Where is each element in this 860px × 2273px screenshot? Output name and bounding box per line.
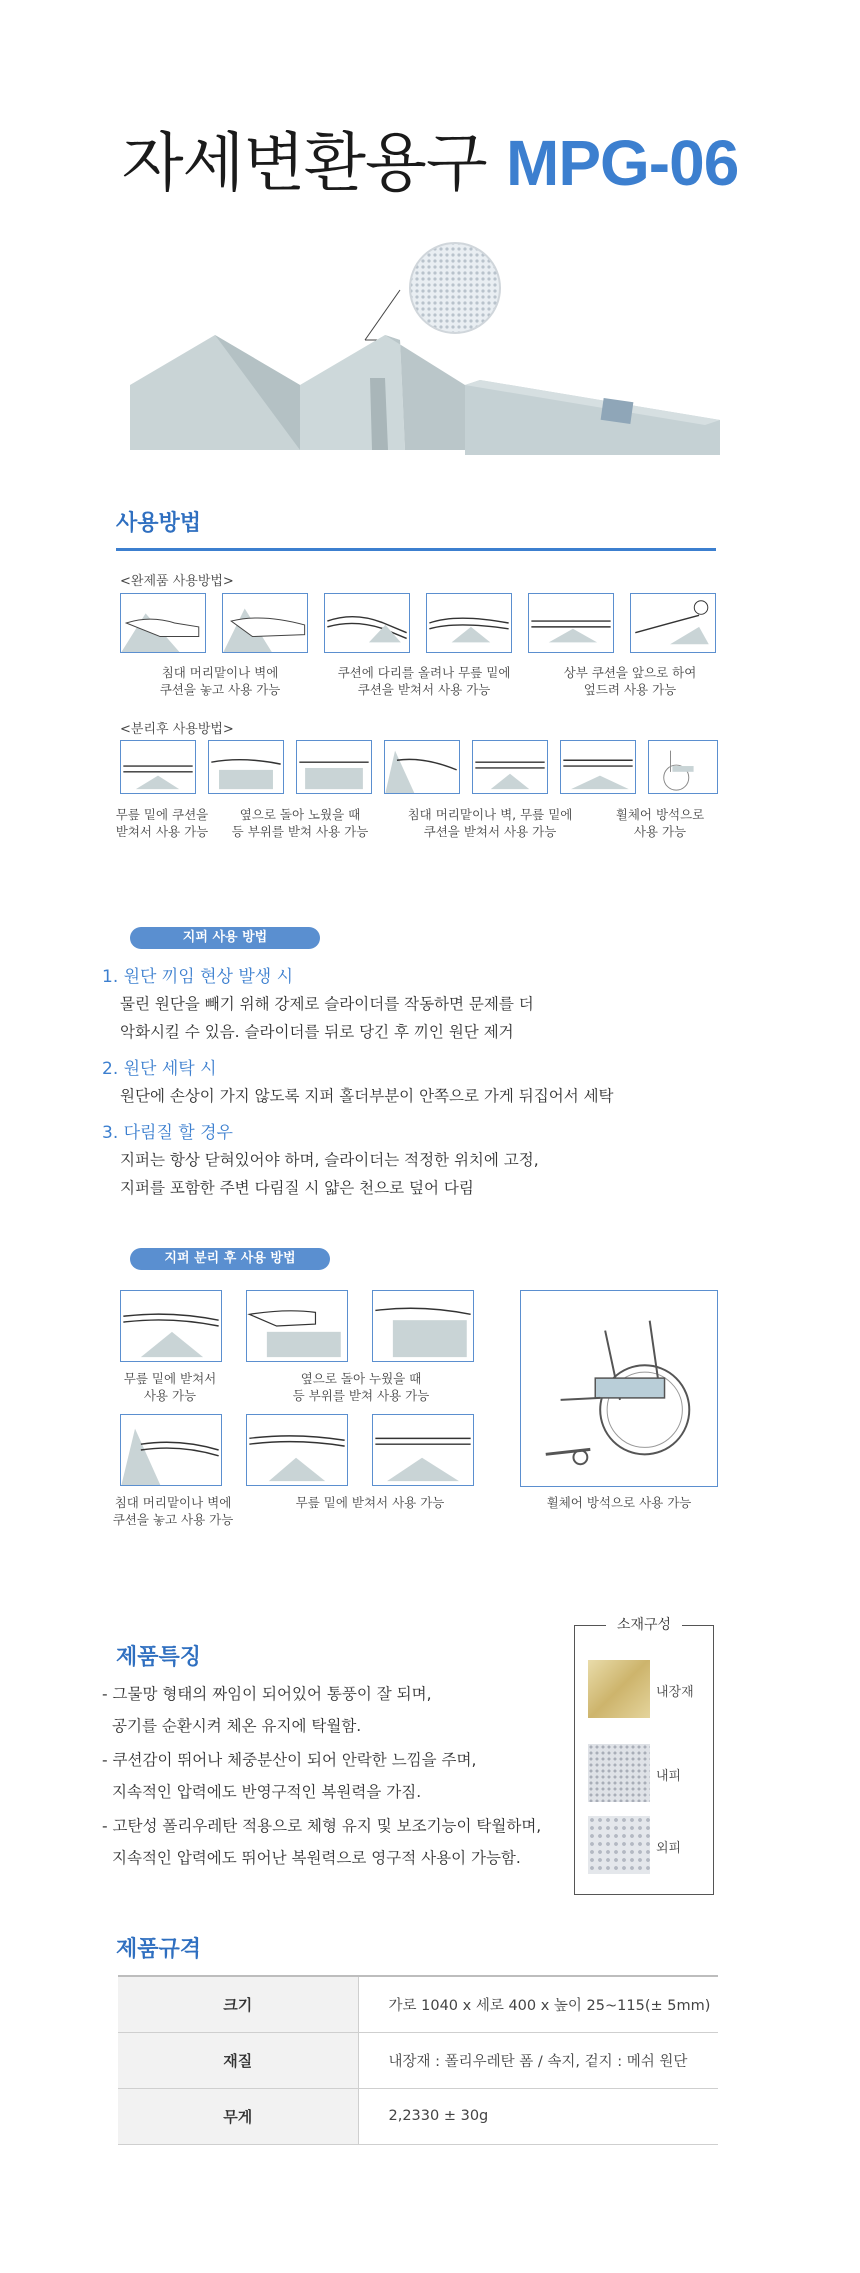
after-image-side: [246, 1290, 348, 1362]
swatch-inner-label: 내장재: [656, 1685, 694, 1700]
usage-divider: [116, 548, 716, 551]
usage-image-complete-1: [120, 593, 206, 653]
complete-caption-3: 상부 쿠션을 앞으로 하여 엎드려 사용 가능: [563, 665, 697, 697]
complete-caption-1: 침대 머리맡이나 벽에 쿠션을 놓고 사용 가능: [159, 665, 281, 697]
usage-image-complete-5: [528, 593, 614, 653]
after-caption-wheel: 휠체어 방석으로 사용 가능: [546, 1495, 692, 1510]
title-model: MPG-06: [506, 127, 739, 199]
spec-key: 크기: [118, 1976, 358, 2032]
after-caption-head: 침대 머리맡이나 벽에 쿠션을 놓고 사용 가능: [112, 1495, 234, 1527]
swatch-lining: [588, 1744, 650, 1802]
usage-image-separated-4: [384, 740, 460, 794]
spec-value: 가로 1040 x 세로 400 x 높이 25~115(± 5mm): [358, 1976, 718, 2032]
product-image: [120, 240, 740, 480]
spec-key: 무게: [118, 2088, 358, 2144]
feature-line-1: - 그물망 형태의 짜임이 되어있어 통풍이 잘 되며,: [102, 1685, 432, 1703]
after-caption-knee2: 무릎 밑에 받쳐서 사용 가능: [295, 1495, 445, 1510]
after-caption-side: 옆으로 돌아 누웠을 때 등 부위를 받쳐 사용 가능: [292, 1371, 430, 1403]
after-image-knee-2: [246, 1414, 348, 1486]
feature-line-6: 지속적인 압력에도 뛰어난 복원력으로 영구적 사용이 가능함.: [112, 1849, 521, 1867]
usage-image-complete-4: [426, 593, 512, 653]
separated-caption-4: 휠체어 방석으로 사용 가능: [615, 807, 705, 839]
zipper-item-2-head: 2. 원단 세탁 시: [102, 1059, 217, 1079]
zipper-item-3-line-1: 지퍼는 항상 닫혀있어야 하며, 슬라이더는 적정한 위치에 고정,: [120, 1151, 539, 1169]
spec-value: 2,2330 ± 30g: [358, 2088, 718, 2144]
materials-title: 소재구성: [606, 1614, 682, 1634]
separated-caption-2: 옆으로 돌아 노웠을 때 등 부위를 받쳐 사용 가능: [231, 807, 369, 839]
table-row: [118, 2032, 718, 2088]
page-title: [0, 112, 860, 204]
zipper-item-1-line-1: 물린 원단을 빼기 위해 강제로 슬라이더를 작동하면 문제를 더: [120, 995, 534, 1013]
zipper-item-1-line-2: 악화시킬 수 있음. 슬라이더를 뒤로 당긴 후 끼인 원단 제거: [120, 1023, 514, 1041]
swatch-inner: [588, 1660, 650, 1718]
usage-image-separated-2: [208, 740, 284, 794]
usage-image-separated-1: [120, 740, 196, 794]
after-image-knee-3: [372, 1414, 474, 1486]
swatch-outer: [588, 1816, 650, 1874]
table-row: [118, 1976, 718, 2032]
zipper-item-1-head: 1. 원단 끼임 현상 발생 시: [102, 967, 294, 987]
complete-caption-2: 쿠션에 다리를 올려나 무릎 밑에 쿠션을 받쳐서 사용 가능: [337, 665, 511, 697]
spec-value: 내장재 : 폴리우레탄 폼 / 속지, 겉지 : 메쉬 원단: [358, 2032, 718, 2088]
after-image-back: [372, 1290, 474, 1362]
feature-line-5: - 고탄성 폴리우레탄 적용으로 체형 유지 및 보조기능이 탁월하며,: [102, 1817, 542, 1835]
after-image-head: [120, 1414, 222, 1486]
usage-image-separated-7: [648, 740, 718, 794]
usage-image-complete-2: [222, 593, 308, 653]
features-heading: 제품특징: [116, 1645, 202, 1670]
after-image-wheelchair: [520, 1290, 718, 1487]
usage-image-complete-3: [324, 593, 410, 653]
after-caption-knee: 무릎 밑에 받쳐서 사용 가능: [123, 1371, 217, 1403]
complete-usage-label: <완제품 사용방법>: [120, 574, 234, 589]
spec-table: [118, 1975, 718, 2145]
usage-image-complete-6: [630, 593, 716, 653]
zipper-item-3-head: 3. 다림질 할 경우: [102, 1123, 233, 1143]
after-separation-pill: 지퍼 분리 후 사용 방법: [130, 1248, 330, 1270]
usage-image-separated-5: [472, 740, 548, 794]
zipper-usage-pill: 지퍼 사용 방법: [130, 927, 320, 949]
separated-caption-3: 침대 머리맡이나 벽, 무릎 밑에 쿠션을 받쳐서 사용 가능: [407, 807, 573, 839]
feature-line-3: - 쿠션감이 뛰어나 체중분산이 되어 안락한 느낌을 주며,: [102, 1751, 477, 1769]
swatch-lining-label: 내피: [656, 1769, 682, 1784]
after-image-knee: [120, 1290, 222, 1362]
separated-caption-1: 무릎 밑에 쿠션을 받쳐서 사용 가능: [115, 807, 209, 839]
swatch-outer-label: 외피: [656, 1841, 682, 1856]
zipper-item-3-line-2: 지퍼를 포함한 주변 다림질 시 얇은 천으로 덮어 다림: [120, 1179, 474, 1197]
usage-heading: 사용방법: [116, 511, 202, 536]
usage-image-separated-6: [560, 740, 636, 794]
separated-usage-label: <분리후 사용방법>: [120, 722, 234, 737]
spec-key: 재질: [118, 2032, 358, 2088]
feature-line-2: 공기를 순환시켜 체온 유지에 탁월함.: [112, 1717, 362, 1735]
usage-image-separated-3: [296, 740, 372, 794]
table-row: [118, 2088, 718, 2144]
spec-heading: 제품규격: [116, 1937, 202, 1962]
zipper-item-2-line-1: 원단에 손상이 가지 않도록 지퍼 홀더부분이 안쪽으로 가게 뒤집어서 세탁: [120, 1087, 614, 1105]
feature-line-4: 지속적인 압력에도 반영구적인 복원력을 가짐.: [112, 1783, 422, 1801]
title-prefix: 자세변환용구: [121, 127, 487, 201]
